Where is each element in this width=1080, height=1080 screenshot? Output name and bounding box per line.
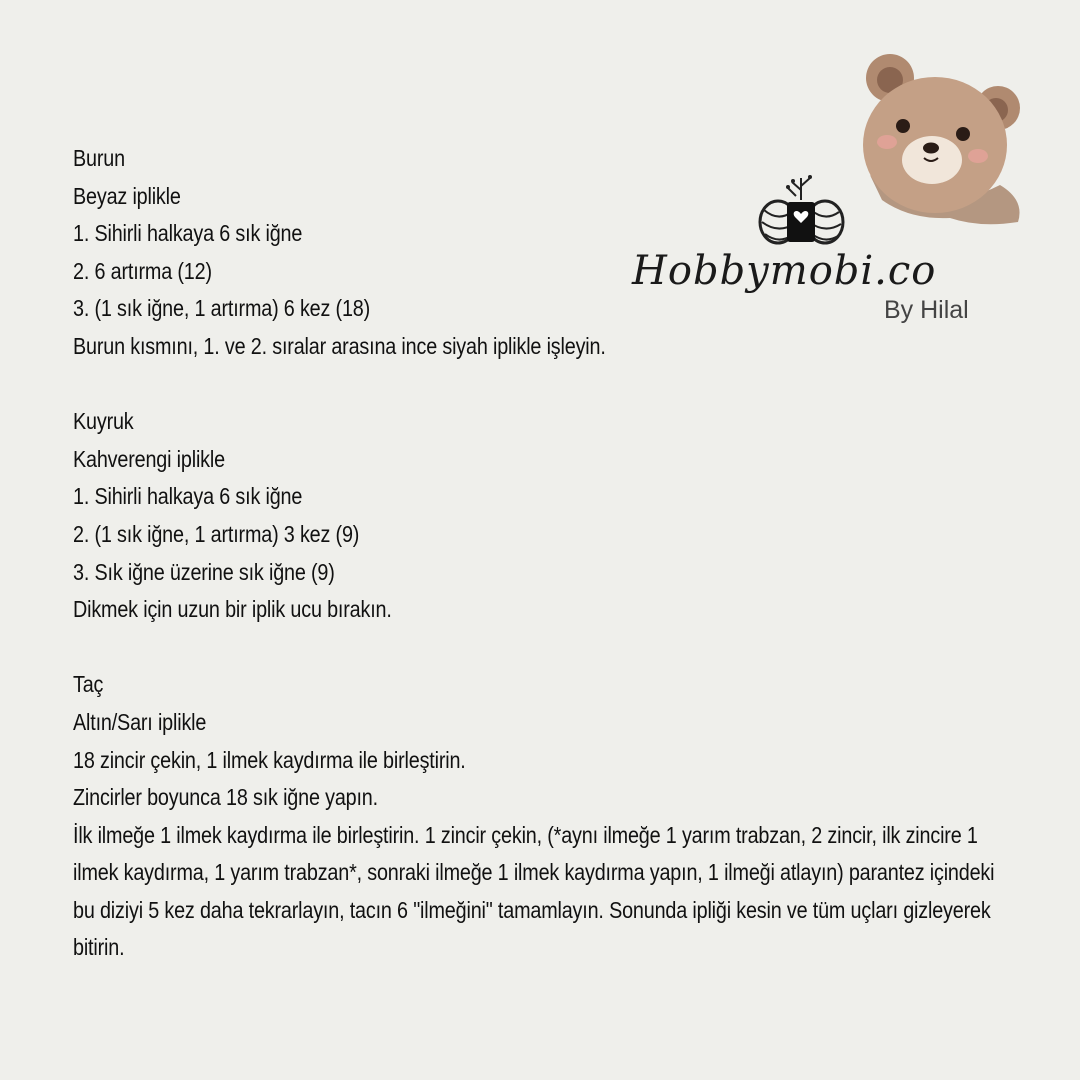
instruction-line: 3. (1 sık iğne, 1 artırma) 6 kez (18) [73, 295, 371, 322]
instruction-paragraph: İlk ilmeğe 1 ilmek kaydırma ile birleştirin. 1 zincir çekin, (*aynı ilmeğe 1 yarım trabzan, 2 zincir, ilk zincire 1 ilmek kaydırma, 1 yarım trabzan*, sonraki ilmeğe 1 ilmek kaydırma yapın, 1 ilmeği atlayın) parantez içindeki bu diziyi 5 kez daha tekrarlayın, tacın 6 "ilmeğini" tamamlayın. Sonunda ipliği kesin ve tüm uçları gizleyerek bitirin. [73, 821, 995, 961]
instruction-line: Kahverengi iplikle [73, 445, 225, 472]
section-title: Kuyruk [73, 408, 134, 435]
section-title: Burun [73, 145, 125, 171]
instruction-line: 1. Sihirli halkaya 6 sık iğne [73, 483, 303, 510]
instruction-line: Burun kısmını, 1. ve 2. sıralar arasına ince siyah iplikle işleyin. [73, 332, 606, 359]
instruction-line: 18 zincir çekin, 1 ilmek kaydırma ile birleştirin. [73, 746, 466, 773]
section-title: Taç [73, 671, 104, 698]
section-tac [73, 666, 1023, 967]
brand-byline: By Hilal [884, 296, 969, 324]
instruction-line: 1. Sihirli halkaya 6 sık iğne [73, 220, 303, 247]
section-burun [73, 140, 1023, 366]
instruction-line: Zincirler boyunca 18 sık iğne yapın. [73, 784, 378, 811]
section-kuyruk [73, 403, 1023, 629]
brand-name: Hobbymobi.co [632, 248, 937, 294]
instruction-line: Altın/Sarı iplikle [73, 708, 207, 735]
instruction-line: Beyaz iplikle [73, 182, 181, 209]
instruction-line: 2. 6 artırma (12) [73, 257, 212, 284]
instruction-line: 3. Sık iğne üzerine sık iğne (9) [73, 558, 335, 585]
instruction-line: Dikmek için uzun bir iplik ucu bırakın. [73, 596, 392, 623]
instruction-line: 2. (1 sık iğne, 1 artırma) 3 kez (9) [73, 520, 360, 547]
pattern-text [73, 140, 1023, 1005]
